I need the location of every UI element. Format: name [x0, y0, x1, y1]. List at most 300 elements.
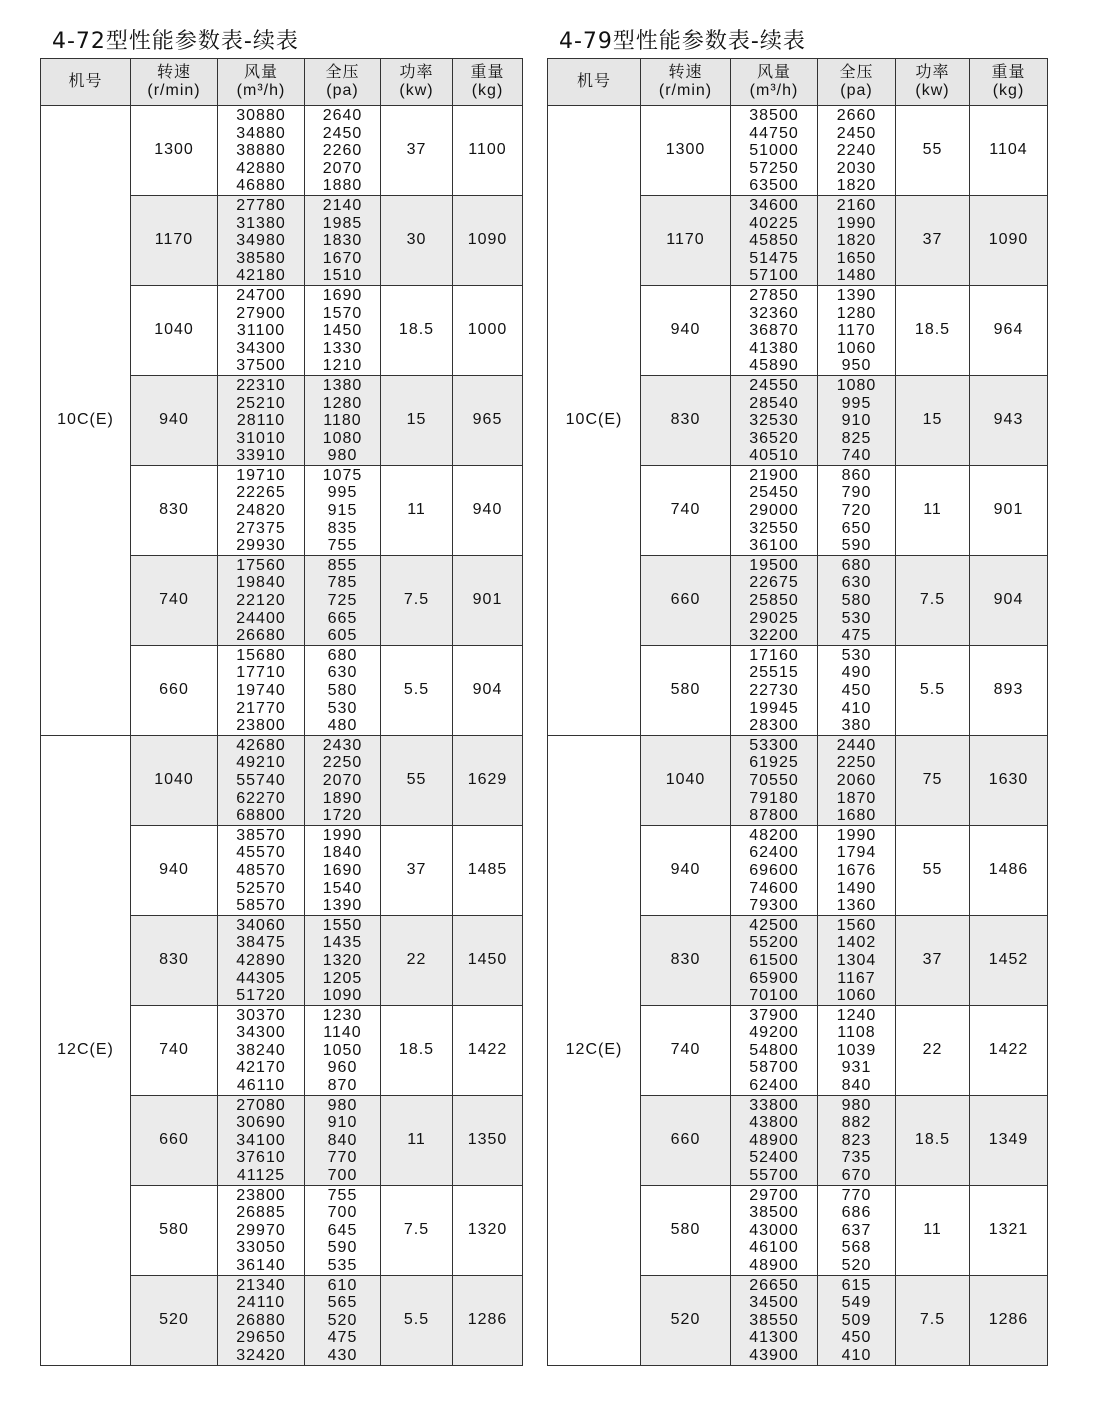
- flow-value: 19945: [749, 699, 799, 717]
- pressure-value: 1060: [836, 987, 877, 1005]
- pressure-value: 960: [327, 1059, 358, 1077]
- flow-value: 23800: [236, 1186, 286, 1204]
- pressure-value: 549: [841, 1294, 872, 1312]
- pressure-value: 725: [327, 592, 358, 610]
- pressure-value: 980: [327, 447, 358, 465]
- pressure-value: 590: [841, 537, 872, 555]
- speed-cell: 940: [131, 825, 218, 915]
- flow-value: 44305: [236, 969, 286, 987]
- pressure-value: 870: [327, 1077, 358, 1095]
- pressure-value: 1890: [322, 789, 363, 807]
- weight-cell: 964: [970, 285, 1048, 375]
- pressure-value: 770: [327, 1149, 358, 1167]
- pressure-value: 1830: [322, 232, 363, 250]
- weight-cell: 1350: [453, 1095, 523, 1185]
- pressure-cell: [818, 285, 896, 375]
- header-power: 功率 (kw): [896, 59, 970, 106]
- flow-value: 25850: [749, 592, 799, 610]
- pressure-value: 645: [327, 1221, 358, 1239]
- flow-value: 30690: [236, 1114, 286, 1132]
- pressure-value: 1080: [322, 429, 363, 447]
- flow-value: 38570: [236, 826, 286, 844]
- weight-cell: 1450: [453, 915, 523, 1005]
- flow-value: 42180: [236, 267, 286, 285]
- pressure-cell: [818, 1275, 896, 1365]
- flow-value: 38240: [236, 1041, 286, 1059]
- flow-value: 44750: [749, 124, 799, 142]
- pressure-value: 740: [841, 447, 872, 465]
- pressure-value: 2640: [322, 107, 363, 124]
- header-weight: 重量 (kg): [970, 59, 1048, 106]
- speed-cell: 830: [641, 375, 731, 465]
- pressure-value: 1360: [836, 897, 877, 915]
- flow-value: 48200: [749, 826, 799, 844]
- flow-value: 68800: [236, 807, 286, 825]
- pressure-value: 1205: [322, 969, 363, 987]
- speed-cell: 1040: [131, 735, 218, 825]
- flow-value: 41125: [236, 1167, 286, 1185]
- flow-cell: [218, 465, 305, 555]
- pressure-value: 1990: [322, 826, 363, 844]
- flow-value: 43900: [749, 1346, 799, 1364]
- speed-cell: 660: [131, 1095, 218, 1185]
- flow-value: 79300: [749, 897, 799, 915]
- pressure-value: 980: [327, 1096, 358, 1114]
- pressure-cell: [818, 1095, 896, 1185]
- flow-value: 49210: [236, 754, 286, 772]
- flow-value: 38880: [236, 142, 286, 160]
- flow-value: 62400: [749, 1077, 799, 1095]
- pressure-value: 840: [327, 1131, 358, 1149]
- flow-cell: [218, 645, 305, 735]
- pressure-value: 1690: [322, 861, 363, 879]
- power-cell: 30: [381, 195, 453, 285]
- pressure-cell: [305, 195, 381, 285]
- table-row: [548, 735, 1048, 825]
- flow-value: 52570: [236, 879, 286, 897]
- pressure-value: 530: [327, 699, 358, 717]
- flow-value: 45850: [749, 232, 799, 250]
- flow-cell: [731, 825, 818, 915]
- flow-cell: [731, 645, 818, 735]
- pressure-value: 1720: [322, 807, 363, 825]
- pressure-cell: [305, 915, 381, 1005]
- header-speed: 转速 (r/min): [641, 59, 731, 106]
- pressure-value: 910: [841, 412, 872, 430]
- flow-value: 48570: [236, 861, 286, 879]
- speed-cell: 520: [131, 1275, 218, 1365]
- speed-cell: 740: [641, 1005, 731, 1095]
- weight-cell: 904: [453, 645, 523, 735]
- speed-cell: 660: [641, 1095, 731, 1185]
- pressure-value: 2660: [836, 107, 877, 124]
- speed-cell: 660: [641, 555, 731, 645]
- pressure-value: 770: [841, 1186, 872, 1204]
- pressure-value: 1075: [322, 466, 363, 484]
- pressure-value: 1560: [836, 916, 877, 934]
- weight-cell: 1630: [970, 735, 1048, 825]
- pressure-cell: [305, 465, 381, 555]
- pressure-value: 1435: [322, 934, 363, 952]
- power-cell: 18.5: [381, 1005, 453, 1095]
- weight-cell: 1321: [970, 1185, 1048, 1275]
- flow-value: 57100: [749, 267, 799, 285]
- flow-value: 41300: [749, 1329, 799, 1347]
- flow-value: 19710: [236, 466, 286, 484]
- pressure-value: 1990: [836, 826, 877, 844]
- pressure-value: 855: [327, 556, 358, 574]
- flow-value: 48900: [749, 1131, 799, 1149]
- pressure-value: 2250: [836, 754, 877, 772]
- pressure-value: 2430: [322, 736, 363, 754]
- pressure-value: 931: [841, 1059, 872, 1077]
- flow-value: 51000: [749, 142, 799, 160]
- pressure-value: 1050: [322, 1041, 363, 1059]
- pressure-value: 580: [841, 592, 872, 610]
- speed-cell: 1170: [641, 195, 731, 285]
- power-cell: 18.5: [381, 285, 453, 375]
- pressure-value: 380: [841, 717, 872, 735]
- header-flow: 风量 (m³/h): [731, 59, 818, 106]
- flow-value: 52400: [749, 1149, 799, 1167]
- flow-value: 54800: [749, 1041, 799, 1059]
- flow-value: 22310: [236, 376, 286, 394]
- pressure-value: 785: [327, 574, 358, 592]
- flow-value: 22120: [236, 592, 286, 610]
- flow-value: 27780: [236, 196, 286, 214]
- speed-cell: 830: [131, 465, 218, 555]
- flow-value: 15680: [236, 646, 286, 664]
- header-weight: 重量 (kg): [453, 59, 523, 106]
- pressure-value: 835: [327, 519, 358, 537]
- power-cell: 11: [896, 465, 970, 555]
- pressure-value: 475: [841, 627, 872, 645]
- pressure-value: 410: [841, 1346, 872, 1364]
- pressure-cell: [818, 645, 896, 735]
- flow-value: 43800: [749, 1114, 799, 1132]
- pressure-cell: [818, 465, 896, 555]
- pressure-value: 2250: [322, 754, 363, 772]
- power-cell: 18.5: [896, 285, 970, 375]
- pressure-value: 1039: [836, 1041, 877, 1059]
- speed-cell: 940: [641, 825, 731, 915]
- pressure-value: 665: [327, 609, 358, 627]
- pressure-value: 2240: [836, 142, 877, 160]
- pressure-value: 1230: [322, 1006, 363, 1024]
- weight-cell: 1286: [453, 1275, 523, 1365]
- power-cell: 37: [381, 825, 453, 915]
- flow-value: 36870: [749, 322, 799, 340]
- model-cell: 10C(E): [548, 106, 641, 736]
- pressure-value: 530: [841, 646, 872, 664]
- table-body: [41, 106, 523, 1366]
- flow-value: 24400: [236, 609, 286, 627]
- flow-value: 28540: [749, 394, 799, 412]
- pressure-value: 430: [327, 1346, 358, 1364]
- flow-value: 38580: [236, 249, 286, 267]
- flow-value: 36140: [236, 1257, 286, 1274]
- pressure-value: 2060: [836, 771, 877, 789]
- speed-cell: 940: [641, 285, 731, 375]
- weight-cell: 965: [453, 375, 523, 465]
- pressure-value: 1390: [836, 286, 877, 304]
- flow-value: 21770: [236, 699, 286, 717]
- power-cell: 11: [381, 465, 453, 555]
- pressure-value: 910: [327, 1114, 358, 1132]
- pressure-value: 1090: [322, 987, 363, 1005]
- table-row: [548, 106, 1048, 196]
- flow-value: 42680: [236, 736, 286, 754]
- flow-value: 62270: [236, 789, 286, 807]
- pressure-value: 1280: [322, 394, 363, 412]
- flow-value: 27850: [749, 286, 799, 304]
- flow-value: 17710: [236, 664, 286, 682]
- header-model: 机号: [548, 59, 641, 106]
- pressure-value: 1180: [323, 412, 362, 430]
- table-body: [548, 106, 1048, 1366]
- speed-cell: 740: [641, 465, 731, 555]
- pressure-value: 1280: [836, 304, 877, 322]
- flow-value: 22730: [749, 682, 799, 699]
- pressure-cell: [818, 555, 896, 645]
- pressure-value: 680: [841, 556, 872, 574]
- table-4-72-panel: [40, 26, 522, 1366]
- flow-value: 29700: [749, 1186, 799, 1204]
- header-pressure: 全压 (pa): [305, 59, 381, 106]
- pressure-cell: [818, 106, 896, 196]
- flow-cell: [731, 555, 818, 645]
- pressure-cell: [305, 735, 381, 825]
- pressure-value: 1680: [836, 807, 877, 825]
- flow-value: 24550: [749, 376, 799, 394]
- flow-cell: [218, 1185, 305, 1275]
- flow-cell: [218, 285, 305, 375]
- pressure-value: 670: [841, 1167, 872, 1185]
- pressure-value: 509: [841, 1311, 872, 1329]
- pressure-value: 610: [327, 1276, 358, 1294]
- speed-cell: 740: [131, 555, 218, 645]
- weight-cell: 940: [453, 465, 523, 555]
- flow-value: 23800: [236, 717, 286, 735]
- weight-cell: 904: [970, 555, 1048, 645]
- weight-cell: 1090: [970, 195, 1048, 285]
- pressure-value: 535: [327, 1257, 358, 1274]
- flow-value: 42890: [236, 951, 286, 969]
- speed-cell: 1040: [131, 285, 218, 375]
- pressure-value: 1320: [322, 951, 363, 969]
- flow-value: 46110: [236, 1077, 286, 1095]
- pressure-value: 2070: [322, 771, 363, 789]
- flow-cell: [731, 1185, 818, 1275]
- pressure-value: 637: [841, 1221, 872, 1239]
- flow-value: 24110: [236, 1294, 286, 1312]
- power-cell: 11: [381, 1095, 453, 1185]
- flow-value: 25515: [749, 664, 799, 682]
- flow-cell: [218, 1095, 305, 1185]
- flow-value: 69600: [749, 861, 799, 879]
- power-cell: 22: [381, 915, 453, 1005]
- speed-cell: 1300: [131, 106, 218, 196]
- flow-value: 87800: [749, 807, 799, 825]
- pressure-value: 680: [327, 646, 358, 664]
- flow-value: 57250: [749, 159, 799, 177]
- pressure-value: 1210: [322, 357, 363, 375]
- flow-value: 40510: [749, 447, 799, 465]
- model-cell: 12C(E): [41, 735, 131, 1365]
- speed-cell: 1170: [131, 195, 218, 285]
- pressure-cell: [818, 825, 896, 915]
- flow-value: 22265: [236, 484, 286, 502]
- pressure-value: 520: [841, 1257, 872, 1274]
- flow-value: 34880: [236, 124, 286, 142]
- flow-cell: [731, 1275, 818, 1365]
- pressure-value: 755: [327, 537, 358, 555]
- flow-cell: [218, 375, 305, 465]
- flow-value: 34980: [236, 232, 286, 250]
- pressure-value: 825: [841, 429, 872, 447]
- flow-value: 36520: [749, 429, 799, 447]
- flow-value: 70550: [749, 771, 799, 789]
- pressure-value: 790: [841, 484, 872, 502]
- flow-value: 34060: [236, 916, 286, 934]
- power-cell: 55: [896, 106, 970, 196]
- performance-table: [40, 58, 523, 1366]
- pressure-value: 1820: [836, 232, 877, 250]
- flow-value: 30880: [236, 107, 286, 124]
- flow-value: 40225: [749, 214, 799, 232]
- pressure-value: 995: [841, 394, 872, 412]
- flow-cell: [218, 555, 305, 645]
- flow-value: 58570: [236, 897, 286, 915]
- flow-value: 43000: [749, 1221, 799, 1239]
- flow-value: 37500: [236, 357, 286, 375]
- weight-cell: 1000: [453, 285, 523, 375]
- power-cell: 37: [896, 915, 970, 1005]
- pressure-value: 1402: [836, 934, 877, 952]
- flow-value: 53300: [749, 736, 799, 754]
- pressure-value: 1985: [322, 214, 363, 232]
- pressure-value: 1540: [322, 879, 363, 897]
- pressure-value: 480: [327, 717, 358, 735]
- power-cell: 37: [896, 195, 970, 285]
- speed-cell: 830: [131, 915, 218, 1005]
- flow-value: 28300: [749, 717, 799, 735]
- pressure-value: 2450: [322, 124, 363, 142]
- flow-value: 61925: [749, 754, 799, 772]
- flow-value: 25450: [749, 484, 799, 502]
- pressure-value: 735: [841, 1149, 872, 1167]
- weight-cell: 1485: [453, 825, 523, 915]
- flow-value: 34300: [236, 1024, 286, 1042]
- flow-cell: [731, 375, 818, 465]
- flow-value: 25210: [236, 394, 286, 412]
- pressure-value: 650: [841, 519, 872, 537]
- flow-value: 42500: [749, 916, 799, 934]
- pressure-value: 450: [841, 682, 872, 699]
- pressure-value: 1880: [322, 177, 363, 195]
- flow-value: 33910: [236, 447, 286, 465]
- speed-cell: 580: [641, 1185, 731, 1275]
- pressure-cell: [305, 645, 381, 735]
- flow-value: 55200: [749, 934, 799, 952]
- pressure-cell: [818, 375, 896, 465]
- speed-cell: 740: [131, 1005, 218, 1095]
- pressure-value: 1676: [836, 861, 877, 879]
- pressure-cell: [818, 1005, 896, 1095]
- flow-value: 42170: [236, 1059, 286, 1077]
- flow-value: 26880: [236, 1311, 286, 1329]
- flow-value: 34300: [236, 339, 286, 357]
- pressure-value: 720: [841, 502, 872, 520]
- power-cell: 37: [381, 106, 453, 196]
- power-cell: 7.5: [381, 555, 453, 645]
- flow-value: 42880: [236, 159, 286, 177]
- flow-value: 63500: [749, 177, 799, 195]
- pressure-value: 2450: [836, 124, 877, 142]
- flow-value: 74600: [749, 879, 799, 897]
- power-cell: 7.5: [381, 1185, 453, 1275]
- pressure-value: 1670: [322, 249, 363, 267]
- flow-value: 79180: [749, 789, 799, 807]
- weight-cell: 1090: [453, 195, 523, 285]
- pressure-value: 840: [841, 1077, 872, 1095]
- pressure-value: 450: [841, 1329, 872, 1347]
- pressure-value: 1080: [836, 376, 877, 394]
- flow-value: 26885: [236, 1204, 286, 1222]
- model-cell: 12C(E): [548, 735, 641, 1365]
- flow-value: 58700: [749, 1059, 799, 1077]
- pressure-cell: [305, 1185, 381, 1275]
- pressure-value: 915: [327, 502, 358, 520]
- flow-cell: [731, 106, 818, 196]
- flow-value: 49200: [749, 1024, 799, 1042]
- flow-value: 41380: [749, 339, 799, 357]
- power-cell: 22: [896, 1005, 970, 1095]
- pressure-cell: [305, 1005, 381, 1095]
- pressure-cell: [818, 1185, 896, 1275]
- flow-value: 62400: [749, 844, 799, 862]
- flow-value: 17560: [236, 556, 286, 574]
- power-cell: 75: [896, 735, 970, 825]
- flow-value: 34100: [236, 1131, 286, 1149]
- pressure-value: 490: [841, 664, 872, 682]
- flow-value: 38550: [749, 1311, 799, 1329]
- flow-value: 32360: [749, 304, 799, 322]
- pressure-value: 1690: [322, 286, 363, 304]
- flow-value: 29000: [749, 502, 799, 520]
- speed-cell: 940: [131, 375, 218, 465]
- pressure-value: 980: [841, 1096, 872, 1114]
- flow-value: 37900: [749, 1006, 799, 1024]
- flow-value: 38500: [749, 107, 799, 124]
- flow-value: 28110: [236, 412, 286, 430]
- weight-cell: 901: [970, 465, 1048, 555]
- pressure-value: 1990: [836, 214, 877, 232]
- power-cell: 5.5: [896, 645, 970, 735]
- weight-cell: 1452: [970, 915, 1048, 1005]
- pressure-cell: [305, 106, 381, 196]
- pressure-value: 1570: [322, 304, 363, 322]
- flow-value: 51720: [236, 987, 286, 1005]
- flow-value: 48900: [749, 1257, 799, 1274]
- flow-value: 45570: [236, 844, 286, 862]
- pressure-value: 2070: [322, 159, 363, 177]
- pressure-value: 1304: [836, 951, 877, 969]
- flow-value: 46880: [236, 177, 286, 195]
- flow-value: 33050: [236, 1239, 286, 1257]
- flow-cell: [731, 465, 818, 555]
- speed-cell: 520: [641, 1275, 731, 1365]
